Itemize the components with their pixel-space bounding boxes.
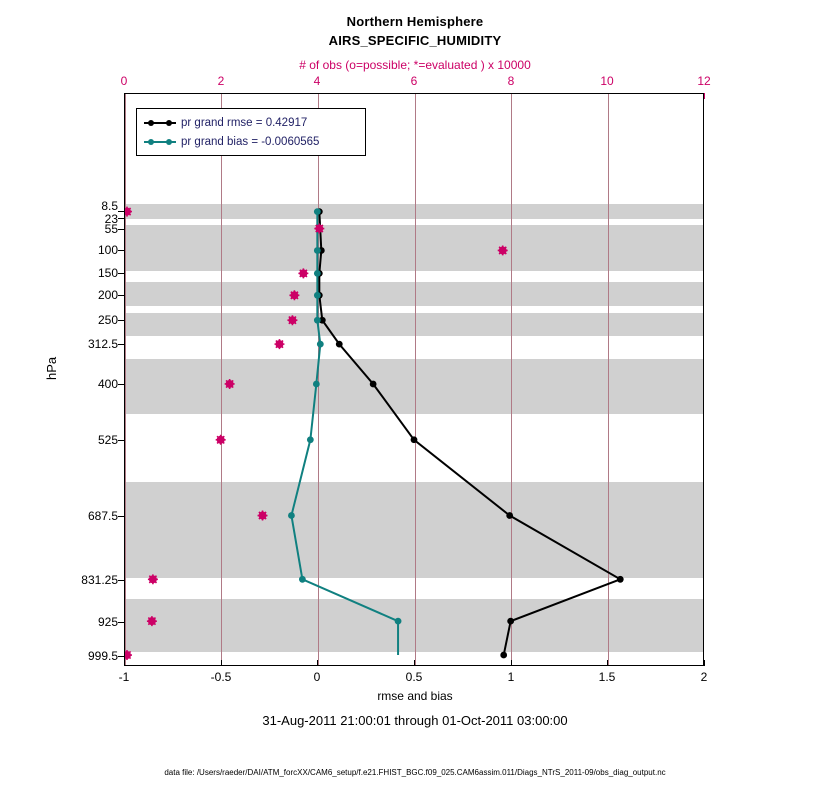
- top-tick-5: 10: [600, 74, 614, 88]
- top-tick-6: 12: [697, 74, 711, 88]
- y-tick-100: 100: [97, 243, 118, 257]
- bottom-tick-3: 0.5: [405, 670, 423, 684]
- y-tick-8.5: 8.5: [101, 199, 118, 213]
- y-tick-999.5: 999.5: [87, 649, 118, 663]
- data-file-caption: data file: /Users/raeder/DAI/ATM_forcXX/CAM6_setup/f.e21.FHIST_BGC.f09_025.CAM6assim.011/Diags_NTrS_2011-09/obs_diag_output.nc: [164, 768, 666, 777]
- chart-title-line1: Northern Hemisphere: [346, 14, 484, 29]
- legend: [136, 108, 366, 156]
- top-tick-4: 8: [507, 74, 515, 88]
- series-rmse-line: [319, 212, 620, 655]
- bottom-tick-0: -1: [118, 670, 130, 684]
- legend-label-bias: pr grand bias = -0.0060565: [181, 135, 320, 148]
- chart-title-line2: AIRS_SPECIFIC_HUMIDITY: [328, 33, 502, 48]
- series-layer: [125, 94, 703, 665]
- x-axis-label: rmse and bias: [377, 689, 453, 703]
- top-tick-1: 2: [217, 74, 225, 88]
- bottom-tick-5: 1.5: [598, 670, 616, 684]
- y-tick-150: 150: [97, 266, 118, 280]
- y-tick-525: 525: [97, 433, 118, 447]
- y-tick-925: 925: [97, 615, 118, 629]
- top-axis-label: # of obs (o=possible; *=evaluated ) x 10000: [299, 58, 531, 72]
- y-tick-687.5: 687.5: [87, 509, 118, 523]
- bottom-tick-6: 2: [700, 670, 708, 684]
- legend-line-bias: [143, 136, 177, 148]
- legend-label-rmse: pr grand rmse = 0.42917: [181, 116, 308, 129]
- y-tick-831.25: 831.25: [81, 573, 118, 587]
- y-axis-label: hPa: [44, 356, 59, 380]
- bottom-tick-1: -0.5: [210, 670, 232, 684]
- top-tick-2: 4: [313, 74, 321, 88]
- y-tick-23: 23: [104, 212, 118, 226]
- y-tick-200: 200: [97, 288, 118, 302]
- y-tick-400: 400: [97, 377, 118, 391]
- series-rmse-markers: [316, 208, 624, 658]
- bottom-tick-2: 0: [313, 670, 321, 684]
- legend-entry-bias: [143, 132, 359, 151]
- legend-entry-rmse: [143, 113, 359, 132]
- top-tick-0: 0: [120, 74, 128, 88]
- plot-area: [124, 93, 704, 666]
- y-tick-250: 250: [97, 313, 118, 327]
- y-tick-55: 55: [104, 222, 118, 236]
- y-tick-312.5: 312.5: [87, 337, 118, 351]
- top-tick-3: 6: [410, 74, 418, 88]
- bottom-tick-4: 1: [507, 670, 515, 684]
- series-bias-line: [291, 212, 398, 655]
- legend-line-rmse: [143, 117, 177, 129]
- date-range-caption: 31-Aug-2011 21:00:01 through 01-Oct-2011 03:00:00: [262, 713, 568, 728]
